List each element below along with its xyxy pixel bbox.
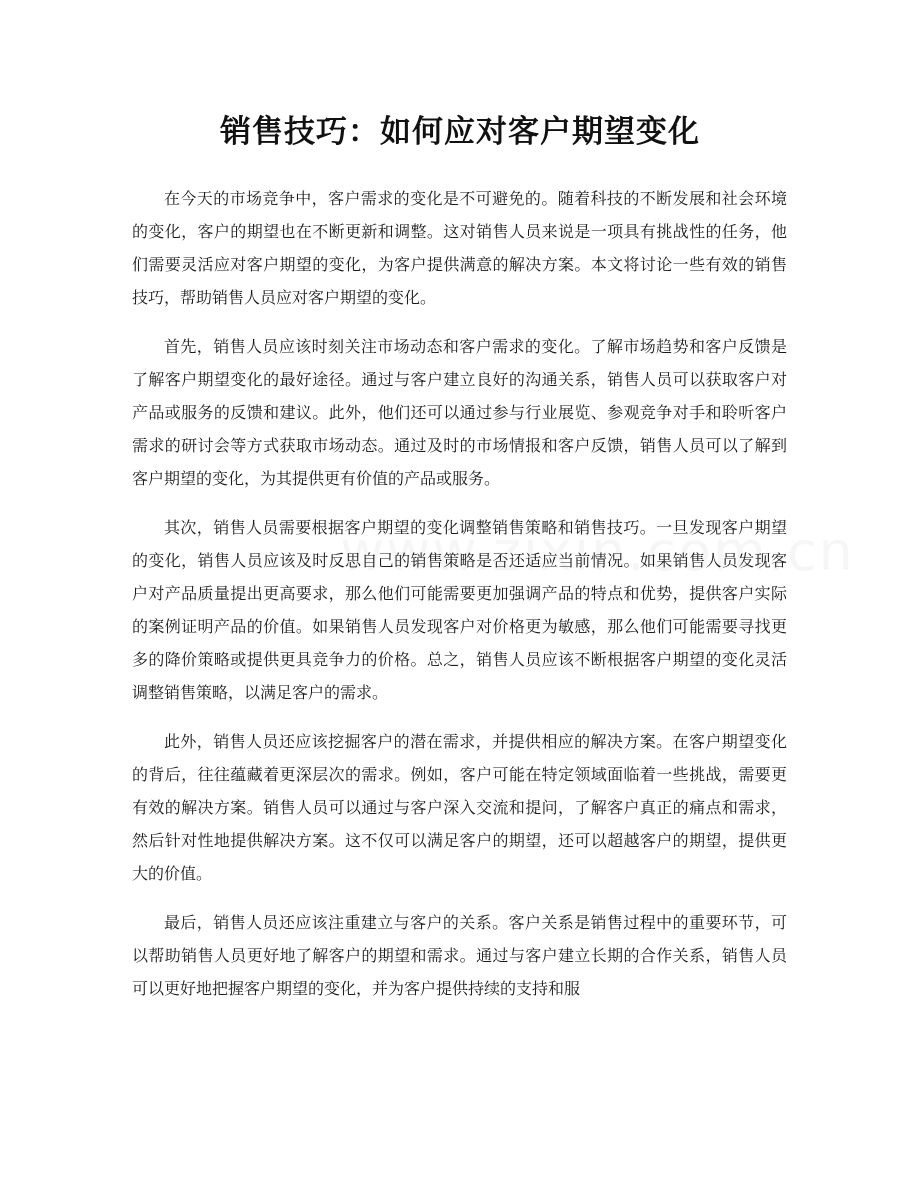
document-title: 销售技巧：如何应对客户期望变化	[220, 114, 700, 150]
paragraph-5: 最后，销售人员还应该注重建立与客户的关系。客户关系是销售过程中的重要环节，可以帮助销售人员更好地了解客户的期望和需求。通过与客户建立长期的合作关系，销售人员可以更好地把握客户期望的变化，并为客户提供持续的支持和服	[132, 913, 787, 998]
document-body	[132, 182, 787, 1021]
paragraph-3: 其次，销售人员需要根据客户期望的变化调整销售策略和销售技巧。一旦发现客户期望的变化，销售人员应该及时反思自己的销售策略是否还适应当前情况。如果销售人员发现客户对产品质量提出更高要求，那么他们可能需要更加强调产品的特点和优势，提供客户实际的案例证明产品的价值。如果销售人员发现客户对价格更为敏感，那么他们可能需要寻找更多的降价策略或提供更具竞争力的价格。总之，销售人员应该不断根据客户期望的变化灵活调整销售策略，以满足客户的需求。	[132, 518, 787, 702]
paragraph-1: 在今天的市场竞争中，客户需求的变化是不可避免的。随着科技的不断发展和社会环境的变化，客户的期望也在不断更新和调整。这对销售人员来说是一项具有挑战性的任务，他们需要灵活应对客户期望的变化，为客户提供满意的解决方案。本文将讨论一些有效的销售技巧，帮助销售人员应对客户期望的变化。	[132, 189, 787, 307]
paragraph-4: 此外，销售人员还应该挖掘客户的潜在需求，并提供相应的解决方案。在客户期望变化的背后，往往蕴藏着更深层次的需求。例如，客户可能在特定领域面临着一些挑战，需要更有效的解决方案。销售人员可以通过与客户深入交流和提问，了解客户真正的痛点和需求，然后针对性地提供解决方案。这不仅可以满足客户的期望，还可以超越客户的期望，提供更大的价值。	[132, 732, 787, 883]
paragraph-2: 首先，销售人员应该时刻关注市场动态和客户需求的变化。了解市场趋势和客户反馈是了解客户期望变化的最好途径。通过与客户建立良好的沟通关系，销售人员可以获取客户对产品或服务的反馈和建议。此外，他们还可以通过参与行业展览、参观竞争对手和聆听客户需求的研讨会等方式获取市场动态。通过及时的市场情报和客户反馈，销售人员可以了解到客户期望的变化，为其提供更有价值的产品或服务。	[132, 337, 787, 488]
